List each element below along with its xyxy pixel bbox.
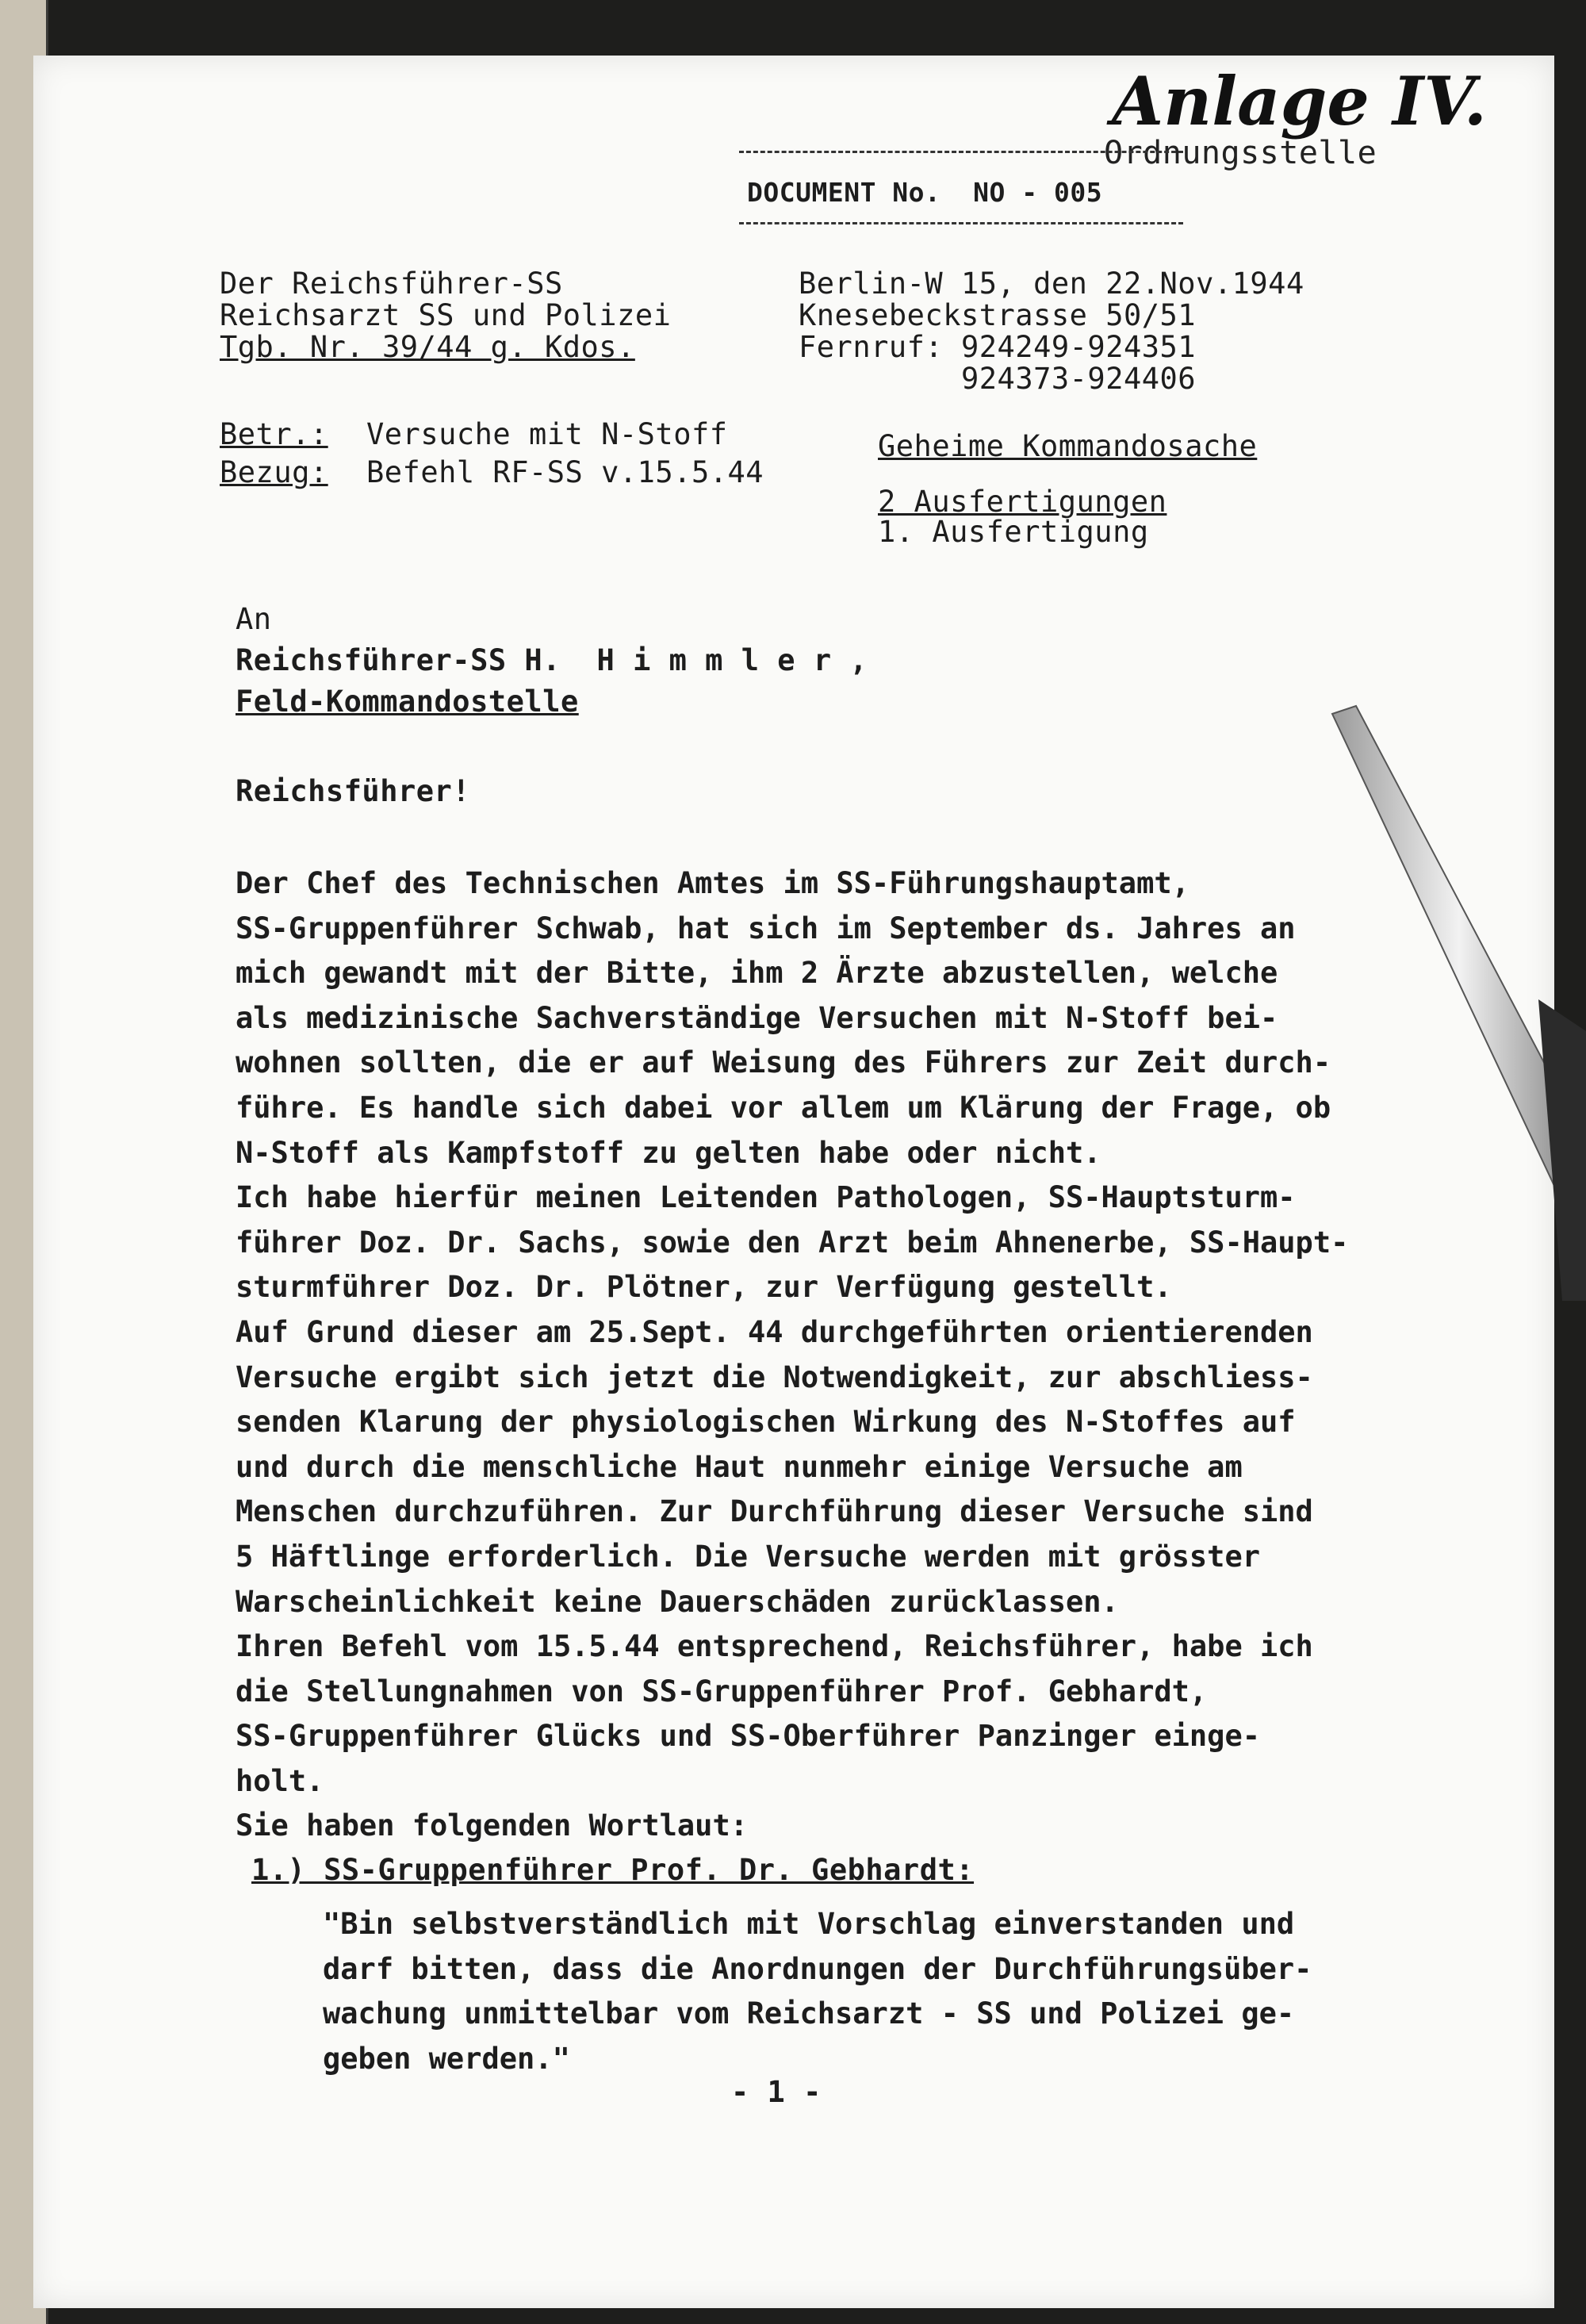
quote-text	[323, 1902, 1544, 2081]
page-number: - 1 -	[731, 2075, 822, 2109]
doc-number-rule-bottom	[739, 222, 1183, 224]
quote-line: "Bin selbstverständlich mit Vorschlag einverstanden und	[323, 1907, 1295, 1941]
body-line: führe. Es handle sich dabei vor allem um Klärung der Frage, ob	[236, 1090, 1331, 1125]
recipient-line-3: Feld-Kommandostelle	[236, 685, 579, 719]
body-line: SS-Gruppenführer Glücks und SS-Oberführer Panzinger einge-	[236, 1719, 1261, 1754]
body-line: als medizinische Sachverständige Versuchen mit N-Stoff bei-	[236, 1000, 1278, 1035]
body-line: führer Doz. Dr. Sachs, sowie den Arzt beim Ahnenerbe, SS-Haupt-	[236, 1225, 1349, 1260]
quote-line: darf bitten, dass die Anordnungen der Durchführungsüber-	[323, 1951, 1312, 1986]
classification-copy-no: 1. Ausfertigung	[878, 515, 1149, 549]
ordnungsstelle-stamp: Ordnungsstelle	[1104, 135, 1377, 171]
body-line: wohnen sollten, die er auf Weisung des Führers zur Zeit durch-	[236, 1045, 1331, 1080]
classification-title: Geheime Kommandosache	[878, 429, 1258, 463]
body-line: 5 Häftlinge erforderlich. Die Versuche werden mit grösster	[236, 1539, 1261, 1574]
betr-label: Betr.:	[220, 417, 328, 451]
body-line: und durch die menschliche Haut nunmehr einige Versuche am	[236, 1449, 1243, 1484]
betr-text: Versuche mit N-Stoff	[366, 417, 728, 451]
body-line: Der Chef des Technischen Amtes im SS-Führungshauptamt,	[236, 866, 1190, 900]
quote-line: geben werden."	[323, 2041, 570, 2076]
body-line: senden Klarung der physiologischen Wirkung des N-Stoffes auf	[236, 1405, 1296, 1440]
body-line: Auf Grund dieser am 25.Sept. 44 durchgeführten orientierenden	[236, 1314, 1313, 1349]
body-line: Ihren Befehl vom 15.5.44 entsprechend, Reichsführer, habe ich	[236, 1629, 1313, 1664]
body-line: holt.	[236, 1763, 324, 1798]
body-line: die Stellungnahmen von SS-Gruppenführer Prof. Gebhardt,	[236, 1674, 1208, 1708]
place-date-line-1: Berlin-W 15, den 22.Nov.1944	[799, 267, 1304, 301]
body-line: Versuche ergibt sich jetzt die Notwendigkeit, zur abschliess-	[236, 1360, 1313, 1394]
salutation: Reichsführer!	[236, 774, 471, 808]
sender-line-3: Tgb. Nr. 39/44 g. Kdos.	[220, 330, 635, 364]
item-1-heading: 1.) SS-Gruppenführer Prof. Dr. Gebhardt:	[251, 1853, 975, 1887]
classification-copies: 2 Ausfertigungen	[878, 485, 1167, 519]
tweezers-object	[1301, 698, 1586, 1301]
place-date-line-4: 924373-924406	[961, 362, 1197, 396]
body-line: N-Stoff als Kampfstoff zu gelten habe oder nicht.	[236, 1135, 1101, 1170]
bezug-text: Befehl RF-SS v.15.5.44	[366, 455, 764, 489]
body-line: Menschen durchzuführen. Zur Durchführung dieser Versuche sind	[236, 1494, 1313, 1529]
body-line: Ich habe hierfür meinen Leitenden Pathologen, SS-Hauptsturm-	[236, 1180, 1296, 1215]
sender-line-2: Reichsarzt SS und Polizei	[220, 298, 672, 332]
sender-line-1: Der Reichsführer-SS	[220, 267, 563, 301]
body-line: mich gewandt mit der Bitte, ihm 2 Ärzte abzustellen, welche	[236, 956, 1278, 991]
bezug-label: Bezug:	[220, 455, 328, 489]
place-date-line-2: Knesebeckstrasse 50/51	[799, 298, 1197, 332]
place-date-line-3: Fernruf: 924249-924351	[799, 330, 1197, 364]
document-number: DOCUMENT No. NO - 005	[747, 177, 1103, 208]
doc-number-rule-top	[739, 151, 1183, 153]
body-line: Sie haben folgenden Wortlaut:	[236, 1808, 749, 1843]
recipient-line-2: Reichsführer-SS H. H i m m l e r ,	[236, 643, 868, 677]
body-line: sturmführer Doz. Dr. Plötner, zur Verfügung gestellt.	[236, 1270, 1172, 1305]
quote-line: wachung unmittelbar vom Reichsarzt - SS und Polizei ge-	[323, 1996, 1295, 2031]
recipient-line-1: An	[236, 602, 272, 636]
handwritten-annex-note: Anlage IV.	[1112, 62, 1488, 140]
body-line: Warscheinlichkeit keine Dauerschäden zurücklassen.	[236, 1584, 1119, 1619]
body-line: SS-Gruppenführer Schwab, hat sich im September ds. Jahres an	[236, 911, 1296, 945]
